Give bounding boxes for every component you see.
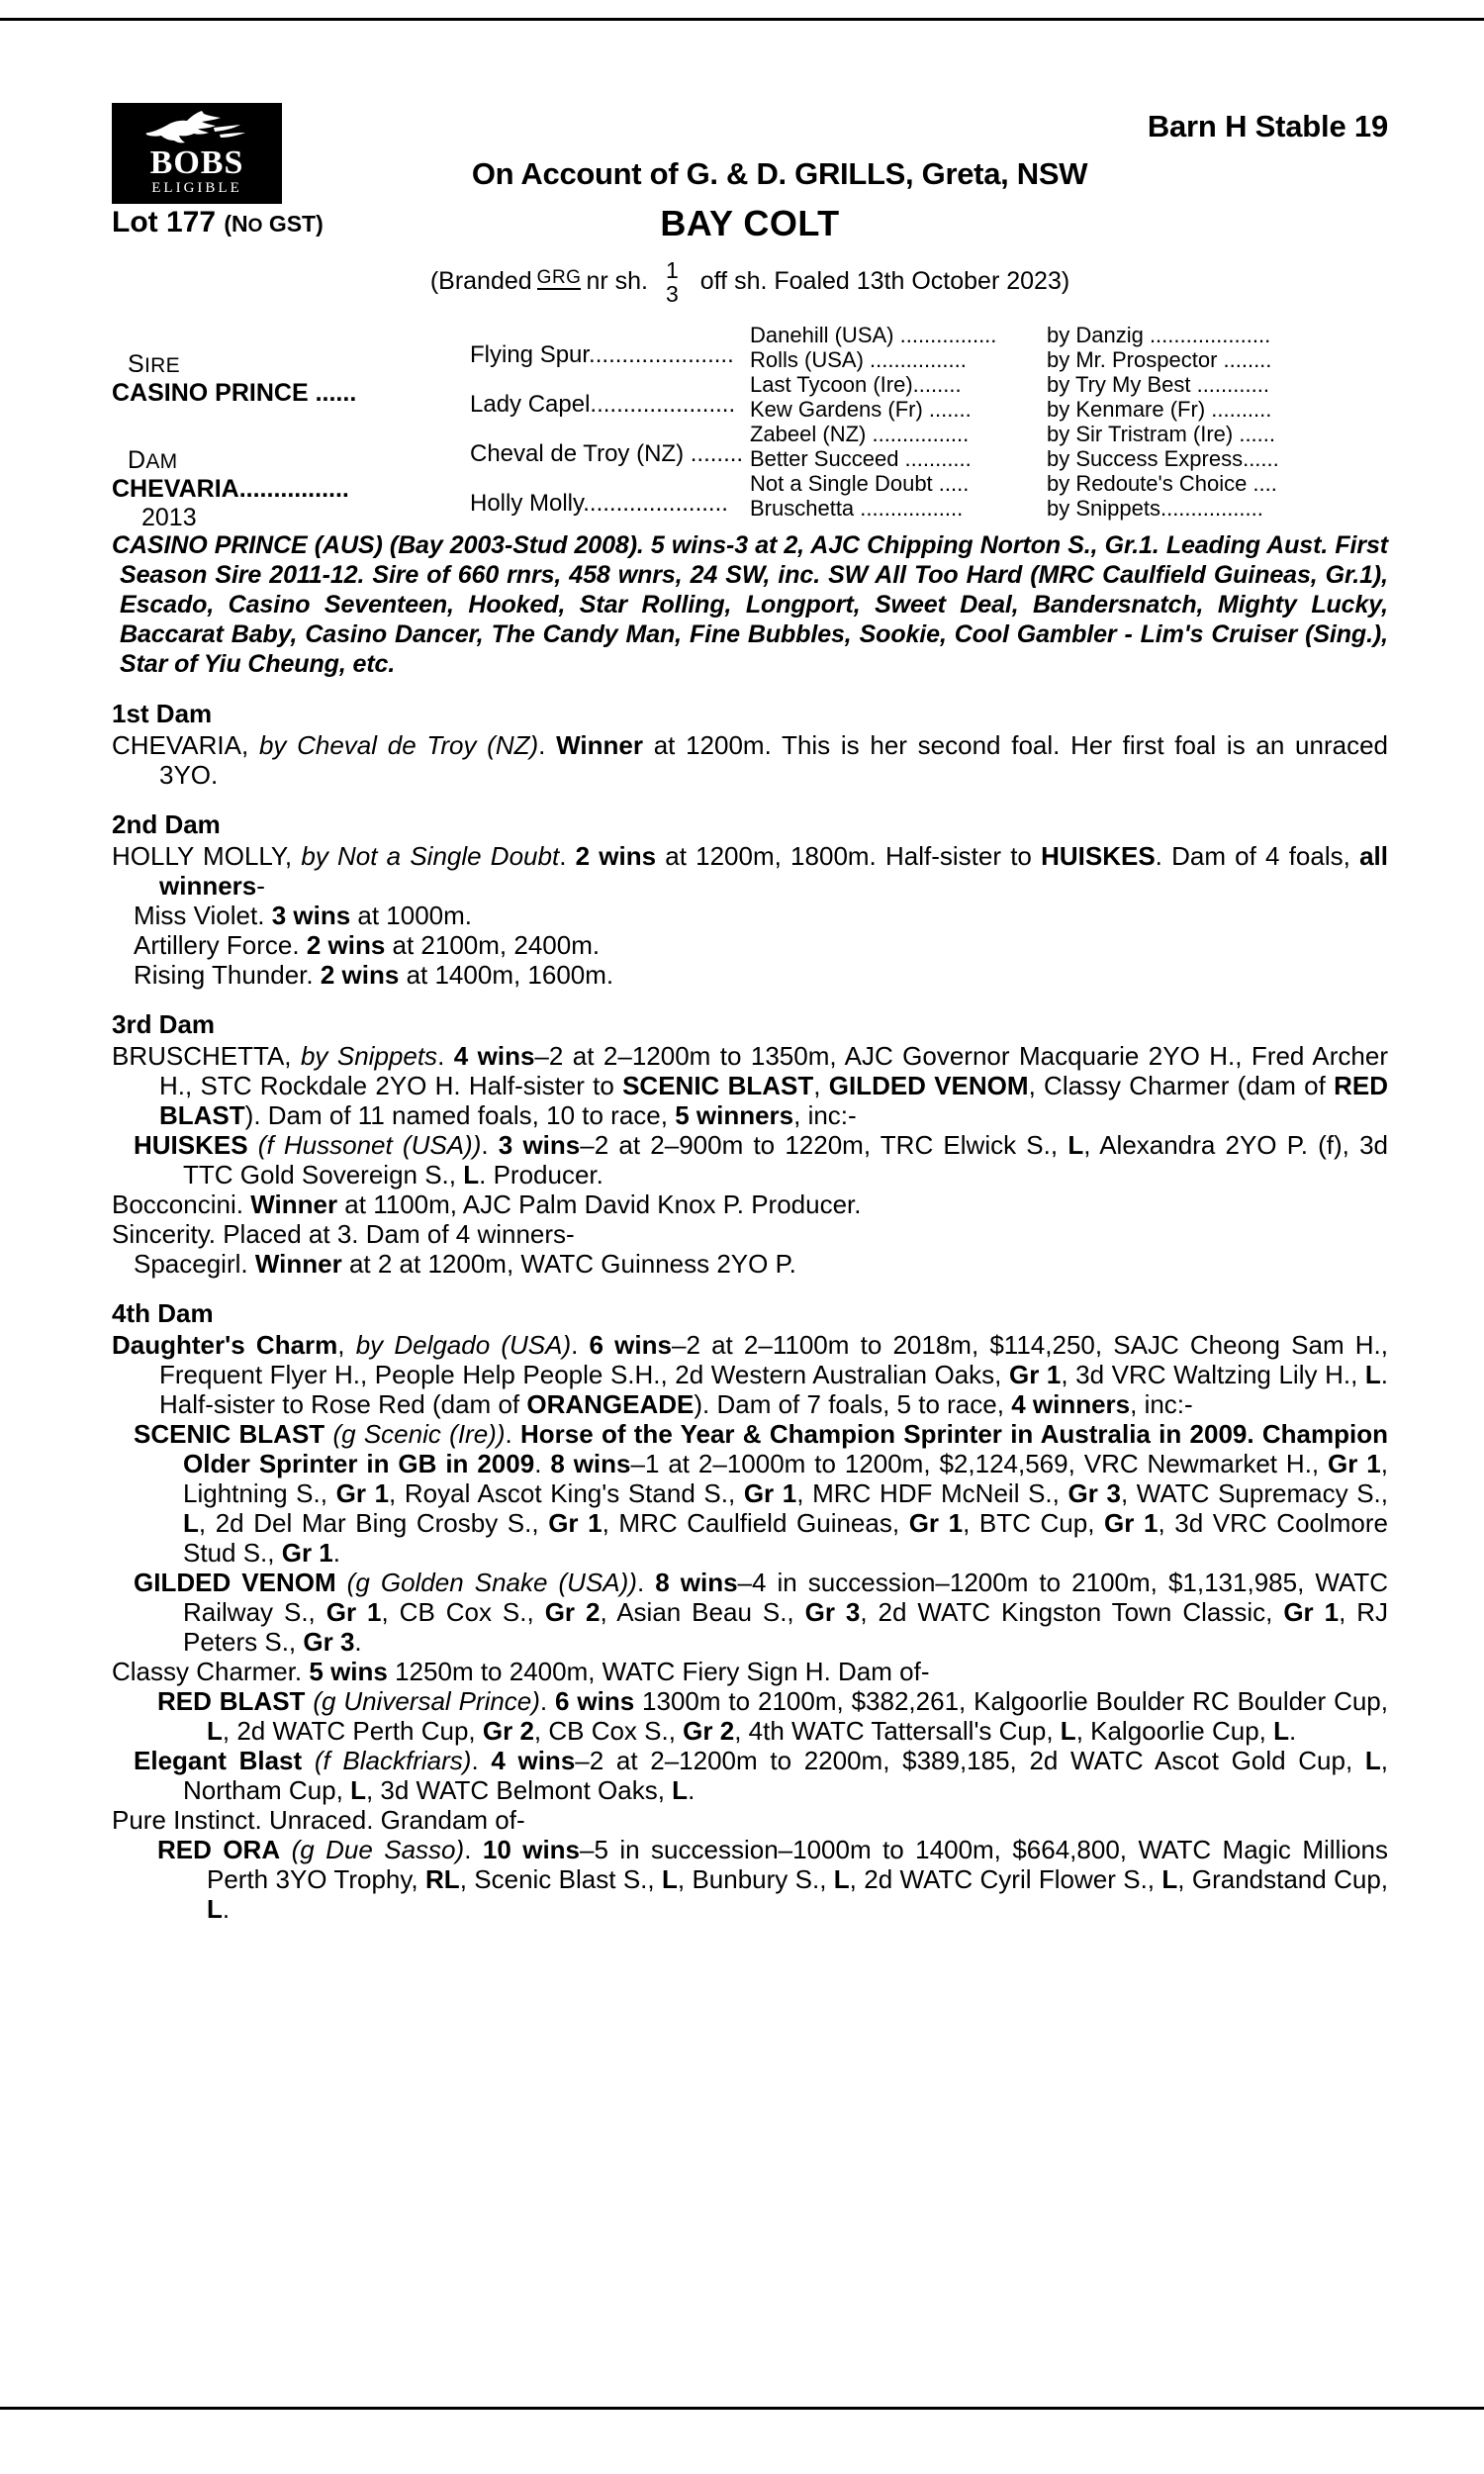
pedigree-bold-text: L (1161, 1864, 1178, 1894)
pedigree-bold-text: RL (425, 1864, 460, 1894)
pedigree-great-grandparents-column (750, 323, 1388, 521)
pedigree-bold-text: 5 winners (675, 1100, 794, 1130)
pedigree-text: at 1000m. (350, 901, 473, 930)
pedigree-sire-group (112, 350, 356, 408)
pedigree-text: . (464, 1835, 483, 1864)
pedigree-bold-text: L (661, 1864, 678, 1894)
pedigree-italic-text: (g Universal Prince) (305, 1686, 540, 1716)
pedigree-text: , Royal Ascot King's Stand S., (389, 1478, 744, 1508)
pedigree-bold-text: 3 wins (271, 901, 351, 930)
pedigree-entry (112, 1249, 1388, 1279)
pedigree-entry (112, 960, 1388, 990)
page-bottom-rule (0, 2407, 1484, 2410)
pedigree-entry (112, 1330, 1388, 1419)
pedigree-text: , Kalgoorlie Cup, (1075, 1716, 1274, 1746)
pedigree-text: . (505, 1419, 520, 1449)
pedigree-row (750, 446, 1388, 471)
branding-line (112, 257, 1388, 309)
pedigree-text: , 2d WATC Kingston Town Classic, (860, 1597, 1284, 1627)
pedigree-text: , Scenic Blast S., (459, 1864, 662, 1894)
pedigree-text: , 3d VRC Coolmore Stud S., (183, 1508, 1388, 1568)
vendor-account-label: On Account of G. & D. GRILLS, Greta, NSW (471, 156, 1088, 191)
pedigree-ancestor-name: Last Tycoon (Ire)........ (750, 372, 962, 397)
pedigree-table (112, 323, 1388, 531)
pedigree-row (750, 422, 1388, 446)
pedigree-text: Sincerity. Placed at 3. Dam of 4 winners- (112, 1219, 575, 1249)
brand-fraction-denominator: 3 (665, 281, 679, 307)
pedigree-italic-text: (g Golden Snake (USA)) (335, 1568, 637, 1597)
pedigree-entry (112, 930, 1388, 960)
pedigree-text: , 4th WATC Tattersall's Cup, (734, 1716, 1061, 1746)
pedigree-text: . Producer. (479, 1160, 603, 1189)
pedigree-text: . (481, 1130, 499, 1160)
pedigree-row (750, 471, 1388, 496)
pedigree-bold-text: L (463, 1160, 480, 1189)
dam-foaling-year: 2013 (141, 504, 197, 531)
pedigree-bold-text: RED BLAST (157, 1686, 306, 1716)
pedigree-text: Classy Charmer. (112, 1657, 310, 1686)
pedigree-bold-text: L (1060, 1716, 1076, 1746)
pedigree-bold-text: L (350, 1775, 366, 1805)
lot-gst-note: (NO GST) (224, 211, 324, 237)
pedigree-bold-text: Winner (254, 1249, 342, 1279)
pedigree-bold-text: RED BLAST (159, 1071, 1389, 1130)
pedigree-grandparent: Lady Capel...................... (470, 391, 736, 418)
brand-fraction-numerator: 1 (665, 257, 679, 283)
pedigree-text: , Northam Cup, (183, 1746, 1388, 1805)
branded-prefix: (Branded (429, 267, 532, 295)
pedigree-bold-text: Gr 3 (303, 1627, 355, 1657)
pedigree-italic-text: by Delgado (USA) (355, 1330, 572, 1360)
pedigree-bold-text: Gr 2 (683, 1716, 735, 1746)
pedigree-bold-text: L (1067, 1130, 1084, 1160)
pedigree-bold-text: Gr 1 (1328, 1449, 1381, 1478)
lot-title-row (112, 203, 1388, 257)
pedigree-text: Spacegirl. (134, 1249, 255, 1279)
pedigree-bold-text: RED ORA (157, 1835, 281, 1864)
pedigree-row (750, 347, 1388, 372)
pedigree-text: Pure Instinct. Unraced. Grandam of- (112, 1805, 525, 1835)
branded-near-shoulder: nr sh. (586, 267, 648, 295)
pedigree-text: , Classy Charmer (dam of (1028, 1071, 1335, 1100)
pedigree-bold-text: L (1273, 1716, 1290, 1746)
pedigree-bold-text: 5 wins (309, 1657, 388, 1686)
pedigree-italic-text: (f Blackfriars) (302, 1746, 472, 1775)
pedigree-bold-text: Winner (556, 730, 643, 760)
pedigree-text: ). Dam of 11 named foals, 10 to race, (244, 1100, 676, 1130)
pedigree-bold-text: L (183, 1508, 199, 1538)
pedigree-ancestor-sire: by Kenmare (Fr) .......... (1047, 397, 1272, 422)
pedigree-text: BRUSCHETTA, (112, 1041, 301, 1071)
pedigree-italic-text: (g Scenic (Ire)) (325, 1419, 506, 1449)
bobs-logo-subword: ELIGIBLE (151, 180, 242, 196)
pedigree-bold-text: 6 wins (555, 1686, 635, 1716)
pedigree-bold-text: L (672, 1775, 689, 1805)
pedigree-bold-text: 8 wins (655, 1568, 738, 1597)
pedigree-text: , Asian Beau S., (600, 1597, 805, 1627)
pedigree-text: . Half-sister to Rose Red (dam of (159, 1360, 1388, 1419)
pedigree-bold-text: Gr 3 (1067, 1478, 1121, 1508)
pedigree-text: , Grandstand Cup, (1177, 1864, 1388, 1894)
pedigree-text: . Dam of 4 foals, (1155, 841, 1360, 871)
pedigree-grandparent: Cheval de Troy (NZ) ........ (470, 440, 744, 467)
pedigree-text: 1250m to 2400m, WATC Fiery Sign H. Dam of- (387, 1657, 930, 1686)
pedigree-text: , Lightning S., (183, 1449, 1388, 1508)
pedigree-text: at 1200m. This is her second foal. Her first foal is an unraced 3YO. (159, 730, 1388, 790)
dam-name (112, 475, 349, 504)
pedigree-ancestor-sire: by Sir Tristram (Ire) ...... (1047, 422, 1276, 446)
pedigree-ancestor-sire: by Success Express...... (1047, 446, 1279, 471)
pedigree-text: . (636, 1568, 656, 1597)
pedigree-bold-text: Gr 3 (804, 1597, 861, 1627)
pedigree-entry (112, 1419, 1388, 1568)
pedigree-text: Miss Violet. (134, 901, 272, 930)
pedigree-bold-text: HUISKES (134, 1130, 248, 1160)
pedigree-bold-text: L (1364, 1746, 1381, 1775)
pedigree-entry (112, 841, 1388, 901)
pedigree-text: , inc:- (1130, 1389, 1193, 1419)
pedigree-bold-text: SCENIC BLAST (134, 1419, 325, 1449)
pedigree-text: at 1400m, 1600m. (399, 960, 614, 990)
pedigree-bold-text: Gr 1 (548, 1508, 603, 1538)
pedigree-bold-text: 4 winners (1011, 1389, 1131, 1419)
branded-suffix: off sh. Foaled 13th October 2023) (699, 267, 1070, 295)
pedigree-row (750, 496, 1388, 521)
pedigree-ancestor-sire: by Mr. Prospector ........ (1047, 347, 1272, 372)
dam-leader-dots: ................ (238, 475, 349, 503)
pedigree-text: . (437, 1041, 454, 1071)
sire-label: SIRE (128, 350, 180, 378)
pedigree-bold-text: L (1364, 1360, 1381, 1389)
pedigree-bold-text: Gr 1 (1104, 1508, 1159, 1538)
pedigree-entry (112, 1746, 1388, 1805)
pedigree-text: –4 in succession–1200m to 2100m, $1,131,985, WATC Railway S., (183, 1568, 1388, 1627)
pedigree-text: 1300m to 2100m, $382,261, Kalgoorlie Boulder RC Boulder Cup, (634, 1686, 1388, 1716)
pedigree-bold-text: L (207, 1894, 223, 1924)
pedigree-bold-text: Daughter's Charm (112, 1330, 338, 1360)
page-top-rule (0, 18, 1484, 21)
pedigree-bold-text: HUISKES (1041, 841, 1156, 871)
pedigree-text: ). Dam of 7 foals, 5 to race, (694, 1389, 1012, 1419)
pedigree-ancestor-sire: by Try My Best ............ (1047, 372, 1269, 397)
pedigree-bold-text: Gr 1 (1008, 1360, 1062, 1389)
pedigree-bold-text: 4 wins (453, 1041, 535, 1071)
pedigree-text: . (559, 841, 576, 871)
pedigree-text: . (471, 1746, 492, 1775)
pedigree-text: , Alexandra 2YO P. (f), 3d TTC Gold Sovereign S., (183, 1130, 1389, 1189)
pedigree-bold-text: Gr 1 (1283, 1597, 1340, 1627)
pedigree-text: , 3d VRC Waltzing Lily H., (1061, 1360, 1365, 1389)
pedigree-text: –2 at 2–1100m to 2018m, $114,250, SAJC Cheong Sam H., Frequent Flyer H., People Help People S.H., 2d Western Australian Oaks, (159, 1330, 1389, 1389)
pedigree-bold-text: all winners (159, 841, 1388, 901)
pedigree-entry (112, 1041, 1388, 1130)
pedigree-ancestor-sire: by Snippets................. (1047, 496, 1263, 521)
page-title: BAY COLT (660, 203, 840, 243)
pedigree-text: at 1200m, 1800m. Half-sister to (656, 841, 1042, 871)
pedigree-grandparent: Flying Spur...................... (470, 341, 734, 368)
pedigree-text: , MRC Caulfield Guineas, (602, 1508, 909, 1538)
pedigree-text: , MRC HDF McNeil S., (796, 1478, 1068, 1508)
pedigree-text: . (354, 1627, 362, 1657)
pedigree-text: , inc:- (793, 1100, 857, 1130)
pedigree-text: –5 in succession–1000m to 1400m, $664,800, WATC Magic Millions Perth 3YO Trophy, (207, 1835, 1389, 1894)
pedigree-ancestor-sire: by Redoute's Choice .... (1047, 471, 1277, 496)
pedigree-text: . (534, 1449, 551, 1478)
pedigree-entry (112, 1657, 1388, 1686)
pedigree-bold-text: 8 wins (550, 1449, 631, 1478)
sire-leader-dots: ...... (308, 379, 357, 407)
pedigree-text: . (539, 1686, 556, 1716)
pedigree-text: , 2d WATC Cyril Flower S., (849, 1864, 1162, 1894)
pedigree-text: , 3d WATC Belmont Oaks, (365, 1775, 673, 1805)
pedigree-text: , CB Cox S., (533, 1716, 684, 1746)
pedigree-text: Rising Thunder. (134, 960, 321, 990)
pedigree-bold-text: ORANGEADE (526, 1389, 695, 1419)
pedigree-bold-text: 10 wins (482, 1835, 581, 1864)
pedigree-text: Bocconcini. (112, 1189, 251, 1219)
pedigree-ancestor-name: Bruschetta ................. (750, 496, 964, 521)
pedigree-bold-text: 2 wins (320, 960, 400, 990)
dam-sections (112, 699, 1388, 1924)
pedigree-text: –2 at 2–900m to 1220m, TRC Elwick S., (580, 1130, 1068, 1160)
pedigree-bold-text: Gr 1 (335, 1478, 390, 1508)
sire-summary-paragraph: CASINO PRINCE (AUS) (Bay 2003-Stud 2008). 5 wins-3 at 2, AJC Chipping Norton S., Gr.1. Leading Aust. First Season Sire 2011-12. Sire of 660 rnrs, 458 wnrs, 24 SW, inc. SW All Too Hard (MRC Caulfield Guineas, Gr.1), Escado, Casino Seventeen, Hooked, Star Rolling, Longport, Sweet Deal, Bandersnatch, Mighty Lucky, Baccarat Baby, Casino Dancer, The Candy Man, Fine Bubbles, Sookie, Cool Gambler - Lim's Cruiser (Sing.), Star of Yiu Cheung, etc. (112, 531, 1388, 678)
pedigree-text: . (222, 1894, 231, 1924)
pedigree-text: , WATC Supremacy S., (1120, 1478, 1388, 1508)
pedigree-bold-text: Horse of the Year & Champion Sprinter in Australia in 2009. Champion Older Sprinter in GB in 2009 (183, 1419, 1388, 1478)
pedigree-text: –2 at 2–1200m to 2200m, $389,185, 2d WATC Ascot Gold Cup, (575, 1746, 1365, 1775)
lot-number-text: Lot 177 (112, 206, 217, 238)
sire-name-text: CASINO PRINCE (112, 379, 309, 407)
pedigree-text: . (538, 730, 557, 760)
pedigree-bold-text: Gr 2 (544, 1597, 601, 1627)
pedigree-entry (112, 1130, 1388, 1189)
dam-section-heading: 1st Dam (112, 699, 213, 728)
pedigree-bold-text: Gr 1 (281, 1538, 333, 1568)
pedigree-row (750, 397, 1388, 422)
sire-name (112, 379, 356, 408)
dam-name-text: CHEVARIA (112, 475, 239, 503)
pedigree-italic-text: by Snippets (300, 1041, 438, 1071)
dam-section-heading: 3rd Dam (112, 1009, 216, 1039)
pedigree-bold-text: Winner (250, 1189, 338, 1219)
pedigree-text: . (1289, 1716, 1297, 1746)
pedigree-ancestor-name: Danehill (USA) ................ (750, 323, 997, 347)
pedigree-bold-text: Gr 1 (325, 1597, 382, 1627)
pedigree-text: at 1100m, AJC Palm David Knox P. Producer. (337, 1189, 862, 1219)
pedigree-grandparent: Holly Molly...................... (470, 490, 728, 517)
pedigree-text: Artillery Force. (134, 930, 307, 960)
pedigree-entry (112, 901, 1388, 930)
dam-label: DAM (128, 446, 178, 474)
pedigree-text: - (256, 871, 265, 901)
pedigree-entry (112, 1189, 1388, 1219)
pedigree-bold-text: L (833, 1864, 850, 1894)
pedigree-text: , CB Cox S., (381, 1597, 545, 1627)
pedigree-entry (112, 1805, 1388, 1835)
pedigree-text: , (813, 1071, 829, 1100)
pedigree-text: , (337, 1330, 356, 1360)
pedigree-entry (112, 1219, 1388, 1249)
pedigree-entry (112, 1835, 1388, 1924)
pedigree-text: –2 at 2–1200m to 1350m, AJC Governor Macquarie 2YO H., Fred Archer H., STC Rockdale 2YO H. Half-sister to (159, 1041, 1388, 1100)
pedigree-bold-text: Gr 2 (482, 1716, 534, 1746)
brand-fraction (666, 258, 679, 306)
pedigree-text: , Bunbury S., (677, 1864, 834, 1894)
pedigree-bold-text: GILDED VENOM (134, 1568, 336, 1597)
pedigree-bold-text: Elegant Blast (134, 1746, 303, 1775)
pedigree-ancestor-name: Zabeel (NZ) ................ (750, 422, 970, 446)
pedigree-ancestor-name: Kew Gardens (Fr) ....... (750, 397, 972, 422)
pedigree-text: . (688, 1775, 696, 1805)
page-content (112, 59, 1388, 1924)
pedigree-text: HOLLY MOLLY, (112, 841, 302, 871)
pedigree-text: . (571, 1330, 590, 1360)
pedigree-text: , RJ Peters S., (183, 1597, 1389, 1657)
pedigree-bold-text: GILDED VENOM (828, 1071, 1029, 1100)
pedigree-text: CHEVARIA, (112, 730, 259, 760)
horse-head-icon (142, 108, 251, 147)
pedigree-ancestor-name: Rolls (USA) ................ (750, 347, 967, 372)
pedigree-text: , 2d Del Mar Bing Crosby S., (198, 1508, 549, 1538)
pedigree-text: . (332, 1538, 340, 1568)
dam-section-heading: 2nd Dam (112, 809, 221, 839)
pedigree-italic-text: by Not a Single Doubt (301, 841, 560, 871)
pedigree-bold-text: Gr 1 (743, 1478, 797, 1508)
pedigree-italic-text: by Cheval de Troy (NZ) (258, 730, 539, 760)
pedigree-ancestor-name: Better Succeed ........... (750, 446, 972, 471)
pedigree-text: , BTC Cup, (963, 1508, 1105, 1538)
pedigree-dam-group (112, 446, 349, 532)
pedigree-entry (112, 1568, 1388, 1657)
pedigree-ancestor-sire: by Danzig .................... (1047, 323, 1271, 347)
pedigree-text: at 2 at 1200m, WATC Guinness 2YO P. (341, 1249, 796, 1279)
dam-section-heading: 4th Dam (112, 1298, 214, 1328)
pedigree-bold-text: Gr 1 (908, 1508, 964, 1538)
pedigree-bold-text: 3 wins (498, 1130, 581, 1160)
pedigree-bold-text: L (207, 1716, 223, 1746)
pedigree-entry (112, 1686, 1388, 1746)
pedigree-row (750, 323, 1388, 347)
bobs-logo-word: BOBS (149, 144, 244, 181)
pedigree-bold-text: SCENIC BLAST (622, 1071, 814, 1100)
pedigree-text: , 2d WATC Perth Cup, (222, 1716, 483, 1746)
pedigree-entry (112, 730, 1388, 790)
pedigree-italic-text: (f Hussonet (USA)) (247, 1130, 482, 1160)
pedigree-text: –1 at 2–1000m to 1200m, $2,124,569, VRC Newmarket H., (630, 1449, 1329, 1478)
pedigree-italic-text: (g Due Sasso) (280, 1835, 465, 1864)
page-header (112, 59, 1388, 206)
pedigree-bold-text: 6 wins (589, 1330, 672, 1360)
barn-stable-label: Barn H Stable 19 (1147, 109, 1388, 143)
brand-mark: GRG (536, 267, 582, 288)
pedigree-bold-text: 4 wins (491, 1746, 576, 1775)
pedigree-bold-text: 2 wins (575, 841, 657, 871)
pedigree-text: at 2100m, 2400m. (385, 930, 601, 960)
pedigree-row (750, 372, 1388, 397)
pedigree-ancestor-name: Not a Single Doubt ..... (750, 471, 970, 496)
pedigree-bold-text: 2 wins (306, 930, 386, 960)
